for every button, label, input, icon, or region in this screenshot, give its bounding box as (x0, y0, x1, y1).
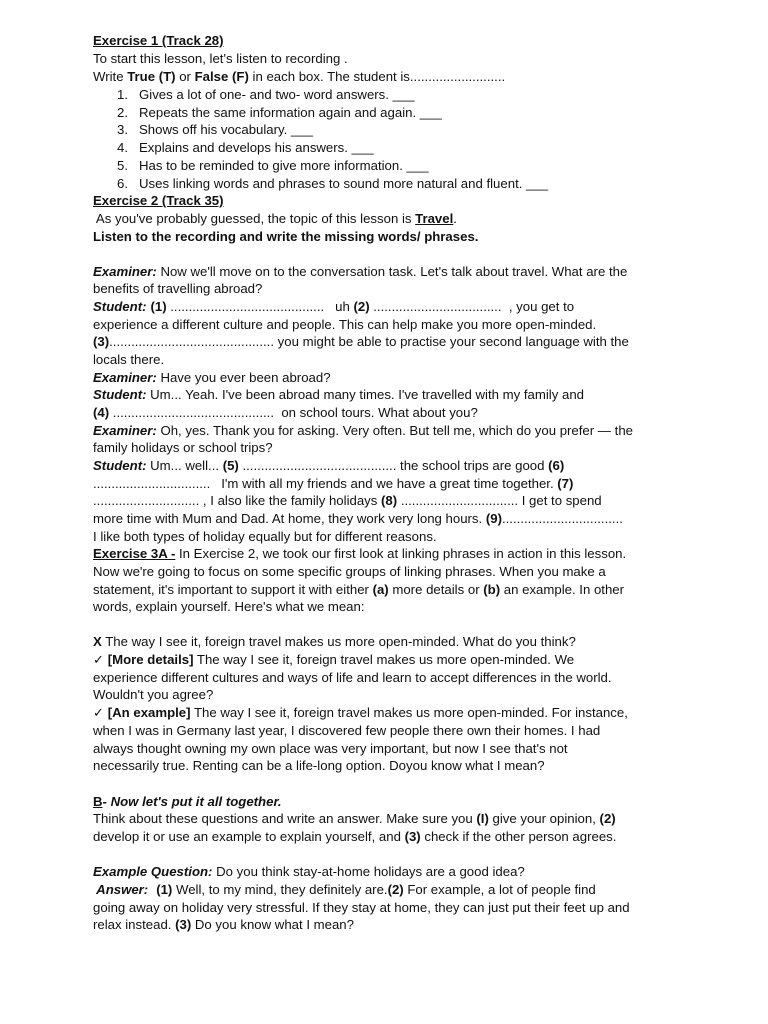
dialogue-text: .......................................... uh (166, 299, 354, 314)
dialogue-text: ............................................. you might be able to practise your second language with the (109, 334, 629, 349)
paragraph-text: Now we're going to focus on some specific groups of linking phrases. When you make a (93, 564, 606, 579)
list-item (117, 86, 415, 103)
dialogue-text: ................................... , you get to (369, 299, 575, 314)
paragraph-text: an example. In other (500, 582, 624, 597)
list-text: Explains and develops his answers. ___ (139, 140, 374, 155)
exercise-2-title-line (93, 192, 224, 209)
example-details-line (93, 651, 574, 668)
paragraph-text: check if the other person agrees. (420, 829, 617, 844)
dialogue-text: Now we'll move on to the conversation task. Let's talk about travel. What are the (156, 264, 628, 279)
gap-number: (8) (381, 493, 398, 508)
topic-text: As you've probably guessed, the topic of this lesson is (93, 211, 416, 226)
option-b-label: (b) (483, 582, 501, 597)
gap-number: (6) (548, 458, 565, 473)
gap-number: (9) (485, 511, 502, 526)
example-text: always thought owning my own place was very important, but now I see that's not (93, 741, 568, 756)
paragraph-text: develop it or use an example to explain yourself, and (93, 829, 405, 844)
false-label: False (F) (194, 69, 249, 84)
exercise-3a-line (93, 545, 626, 562)
student-label: Student: (93, 387, 147, 402)
gap-number: (1) (150, 299, 167, 314)
list-item (117, 157, 429, 174)
step-number: (I) (476, 811, 489, 826)
example-wrong-line (93, 633, 576, 650)
true-label: True (T) (127, 69, 176, 84)
step-number: (3) (175, 917, 192, 932)
paragraph-text: give your opinion, (488, 811, 600, 826)
answer-text: relax instead. (93, 917, 176, 932)
answer-label: Answer: (93, 882, 149, 897)
dialogue-text: .......................................... the school trips are good (238, 458, 549, 473)
exercise-3a-title: Exercise 3A - (93, 546, 176, 561)
example-text: when I was in Germany last year, I discovered few people there own their homes. I had (93, 723, 601, 738)
dialogue-text: ............................................ on school tours. What about you? (109, 405, 478, 420)
cross-icon: X (93, 634, 102, 649)
step-number: (2) (599, 811, 616, 826)
list-text: Repeats the same information again and again. ___ (139, 105, 442, 120)
step-number: (1) (156, 882, 173, 897)
instruction-text: or (175, 69, 195, 84)
dialogue-text: benefits of travelling abroad? (93, 281, 263, 296)
paragraph-line (93, 581, 624, 598)
dialogue-text: ................................ I'm with all my friends and we have a great time together. (93, 476, 558, 491)
example-text: The way I see it, foreign travel makes us more open-minded. We (193, 652, 575, 667)
more-details-label: [More details] (104, 652, 194, 667)
example-question-line (93, 863, 525, 880)
dialogue-line (93, 263, 627, 280)
examiner-label: Examiner: (93, 423, 157, 438)
exercise-1-instruction (93, 68, 505, 85)
gap-number: (5) (222, 458, 239, 473)
dialogue-text: Um... Yeah. I've been abroad many times. I've travelled with my family and (146, 387, 584, 402)
student-label: Student: (93, 299, 147, 314)
dialogue-line (93, 298, 574, 315)
example-question-label: Example Question: (93, 864, 213, 879)
dialogue-line (93, 422, 633, 439)
question-text: Do you think stay-at-home holidays are a good idea? (212, 864, 525, 879)
examiner-label: Examiner: (93, 370, 157, 385)
dialogue-line (93, 510, 623, 527)
paragraph-text: more details or (388, 582, 484, 597)
dialogue-line (93, 404, 478, 421)
dialogue-text: Oh, yes. Thank you for asking. Very often. But tell me, which do you prefer — the (156, 423, 633, 438)
paragraph-text: words, explain yourself. Here's what we mean: (93, 599, 365, 614)
gap-number: (3) (93, 334, 110, 349)
topic-word: Travel (415, 211, 454, 226)
exercise-2-instruction: Listen to the recording and write the missing words/ phrases. (93, 229, 479, 244)
list-number: 5. (117, 158, 128, 173)
part-b-line (93, 828, 616, 845)
paragraph-text: In Exercise 2, we took our first look at linking phrases in action in this lesson. (175, 546, 627, 561)
paragraph-text: statement, it's important to support it with either (93, 582, 373, 597)
check-icon: ✓ (93, 705, 105, 720)
answer-line (93, 916, 354, 933)
dialogue-text: experience a different culture and people. This can help make you more open-minded. (93, 317, 597, 332)
part-b-line (93, 810, 616, 827)
list-number: 1. (117, 87, 128, 102)
example-text: The way I see it, foreign travel makes us more open-minded. What do you think? (101, 634, 576, 649)
answer-text: Do you know what I mean? (191, 917, 354, 932)
step-number: (3) (404, 829, 421, 844)
answer-text: Well, to my mind, they definitely are. (172, 882, 388, 897)
answer-line (93, 881, 596, 898)
example-text: experience different cultures and ways of life and learn to accept differences in the world. (93, 670, 612, 685)
dialogue-line (93, 457, 564, 474)
example-text: necessarily true. Renting can be a life-long option. Doyou know what I mean? (93, 758, 545, 773)
dialogue-line (93, 475, 573, 492)
list-item (117, 175, 548, 192)
topic-text: . (453, 211, 457, 226)
gap-number: (4) (93, 405, 110, 420)
gap-number: (7) (557, 476, 574, 491)
an-example-label: [An example] (104, 705, 191, 720)
instruction-text: Write (93, 69, 128, 84)
exercise-1-intro: To start this lesson, let's listen to recording . (93, 51, 348, 66)
student-label: Student: (93, 458, 147, 473)
exercise-1-title-line (93, 32, 224, 49)
list-item (117, 139, 374, 156)
dialogue-line (93, 492, 602, 509)
dialogue-text: locals there. (93, 352, 165, 367)
paragraph-text: Think about these questions and write an answer. Make sure you (93, 811, 477, 826)
dialogue-line (93, 369, 331, 386)
examiner-label: Examiner: (93, 264, 157, 279)
dialogue-text: more time with Mum and Dad. At home, they work very long hours. (93, 511, 486, 526)
option-a-label: (a) (372, 582, 389, 597)
list-number: 6. (117, 176, 128, 191)
dialogue-text: ................................. (501, 511, 623, 526)
list-number: 3. (117, 122, 128, 137)
check-icon: ✓ (93, 652, 105, 667)
list-text: Uses linking words and phrases to sound more natural and fluent. ___ (139, 176, 549, 191)
list-item (117, 121, 313, 138)
instruction-text: in each box. The student is.......................... (248, 69, 506, 84)
topic-line (93, 210, 457, 227)
part-b-title: - Now let's put it all together. (102, 794, 282, 809)
dialogue-text: Um... well... (146, 458, 223, 473)
dialogue-text: Have you ever been abroad? (156, 370, 331, 385)
list-item (117, 104, 442, 121)
list-text: Gives a lot of one- and two- word answers. ___ (139, 87, 415, 102)
list-text: Has to be reminded to give more information. ___ (139, 158, 429, 173)
step-number: (2) (387, 882, 404, 897)
list-number: 4. (117, 140, 128, 155)
dialogue-line (93, 386, 584, 403)
part-b-heading (93, 793, 282, 810)
answer-text: going away on holiday very stressful. If they stay at home, they can just put their feet up and (93, 900, 630, 915)
gap-number: (2) (353, 299, 370, 314)
dialogue-text: ................................ I get to spend (397, 493, 602, 508)
dialogue-text: ............................. , I also like the family holidays (93, 493, 382, 508)
list-number: 2. (117, 105, 128, 120)
dialogue-text: family holidays or school trips? (93, 440, 273, 455)
example-text: Wouldn't you agree? (93, 687, 214, 702)
part-b-letter: B (93, 794, 103, 809)
list-text: Shows off his vocabulary. ___ (139, 122, 313, 137)
exercise-2-title: Exercise 2 (Track 35) (93, 193, 224, 208)
dialogue-text: I like both types of holiday equally but for different reasons. (93, 529, 437, 544)
example-text: The way I see it, foreign travel makes us more open-minded. For instance, (190, 705, 628, 720)
dialogue-line (93, 333, 629, 350)
example-instance-line (93, 704, 628, 721)
exercise-1-title: Exercise 1 (Track 28) (93, 33, 224, 48)
answer-text: For example, a lot of people find (403, 882, 596, 897)
